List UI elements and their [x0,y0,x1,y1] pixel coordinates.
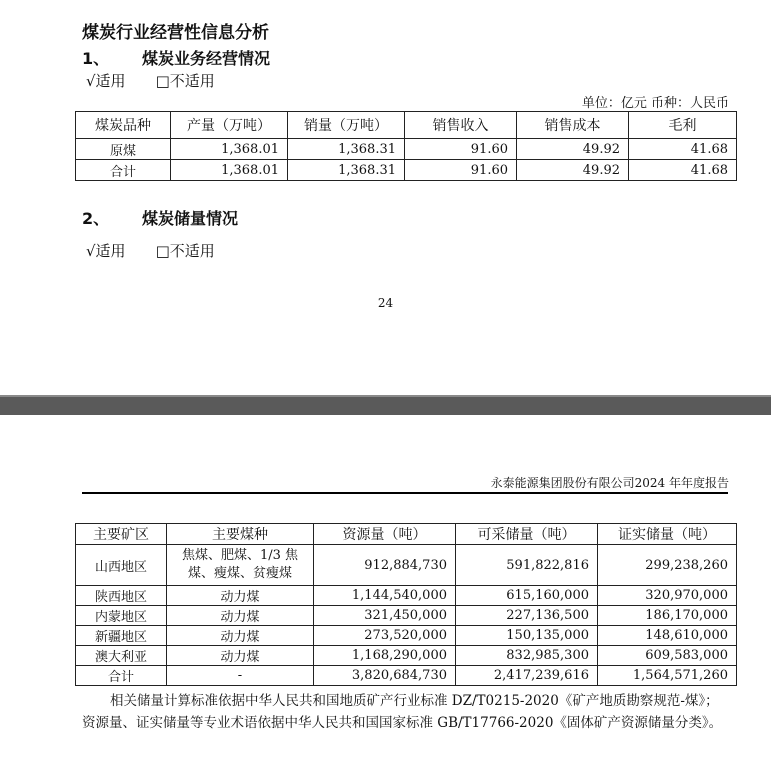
table-cell: 动力煤 [167,626,314,646]
table-cell: 合计 [76,160,171,181]
table-cell: 320,970,000 [598,586,737,606]
sec2-options [86,240,215,261]
table-cell: 陕西地区 [76,586,167,606]
column-header: 证实储量（吨） [598,524,737,545]
column-header: 可采储量（吨） [456,524,598,545]
table-cell: 原煤 [76,139,171,160]
table-cell: 3,820,684,730 [314,666,456,686]
table-cell: 41.68 [629,160,737,181]
table-cell: 591,822,816 [456,545,598,586]
column-header: 销售收入 [405,112,517,139]
column-header: 产量（万吨） [171,112,288,139]
coal-reserves-table [75,523,737,686]
table-cell: 1,368.01 [171,139,288,160]
sec2-title: 煤炭储量情况 [142,209,239,228]
table-cell: 1,368.31 [288,139,405,160]
sec1-heading [82,46,270,69]
table-cell: 动力煤 [167,646,314,666]
table-cell: 1,368.31 [288,160,405,181]
table-row [76,606,737,626]
table-cell: 299,238,260 [598,545,737,586]
table-cell: 148,610,000 [598,626,737,646]
table-header-row [76,524,737,545]
column-header: 销售成本 [517,112,629,139]
table-cell: 合计 [76,666,167,686]
not-applicable-option: □不适用 [155,72,215,90]
reserve-standard-note: 相关储量计算标准依据中华人民共和国地质矿产行业标准 DZ/T0215-2020《矿产地质勘察规范-煤》；资源量、证实储量等专业术语依据中华人民共和国国家标准 GB/T17766-2020《固体矿产资源储量分类》。 [82,693,723,731]
table-cell: 1,144,540,000 [314,586,456,606]
table-cell: 动力煤 [167,606,314,626]
table-cell: 615,160,000 [456,586,598,606]
unit-line: 单位：亿元 币种：人民币 [581,96,729,111]
sec1-title: 煤炭业务经营情况 [142,49,271,68]
sec1-options [86,70,215,91]
column-header: 销量（万吨） [288,112,405,139]
sec2-heading [82,206,238,229]
section-title: 煤炭行业经营性信息分析 [82,23,269,43]
table-cell: 91.60 [405,139,517,160]
table-cell: 186,170,000 [598,606,737,626]
table-cell: 49.92 [517,139,629,160]
table-cell: 912,884,730 [314,545,456,586]
page-number: 24 [377,296,394,310]
table-cell: 新疆地区 [76,626,167,646]
table-cell: 49.92 [517,160,629,181]
table-header-row [76,112,737,139]
table-row [76,160,737,181]
report-header: 永泰能源集团股份有限公司2024 年年度报告 [490,476,729,490]
table-cell: 321,450,000 [314,606,456,626]
table-cell: 焦煤、肥煤、1/3 焦煤、瘦煤、贫瘦煤 [167,545,314,586]
table-row [76,586,737,606]
table-cell: 山西地区 [76,545,167,586]
column-header: 毛利 [629,112,737,139]
table-cell: - [167,666,314,686]
table-cell: 91.60 [405,160,517,181]
table-cell: 41.68 [629,139,737,160]
column-header: 资源量（吨） [314,524,456,545]
table-cell: 动力煤 [167,586,314,606]
column-header: 主要煤种 [167,524,314,545]
page-separator [0,397,771,415]
table-cell: 832,985,300 [456,646,598,666]
header-rule [82,492,728,494]
applicable-option: √适用 [86,242,126,260]
table-cell: 1,368.01 [171,160,288,181]
table-row [76,626,737,646]
table-cell: 2,417,239,616 [456,666,598,686]
table-cell: 澳大利亚 [76,646,167,666]
table-cell: 227,136,500 [456,606,598,626]
table-cell: 1,168,290,000 [314,646,456,666]
table-row [76,666,737,686]
table-cell: 内蒙地区 [76,606,167,626]
table-row [76,646,737,666]
not-applicable-option: □不适用 [155,242,215,260]
column-header: 主要矿区 [76,524,167,545]
applicable-option: √适用 [86,72,126,90]
table-row [76,545,737,586]
sec2-number: 2、 [82,209,110,228]
table-cell: 609,583,000 [598,646,737,666]
table-cell: 273,520,000 [314,626,456,646]
table-cell: 1,564,571,260 [598,666,737,686]
table-row [76,139,737,160]
column-header: 煤炭品种 [76,112,171,139]
coal-business-table [75,111,737,181]
sec1-number: 1、 [82,49,110,68]
table-cell: 150,135,000 [456,626,598,646]
